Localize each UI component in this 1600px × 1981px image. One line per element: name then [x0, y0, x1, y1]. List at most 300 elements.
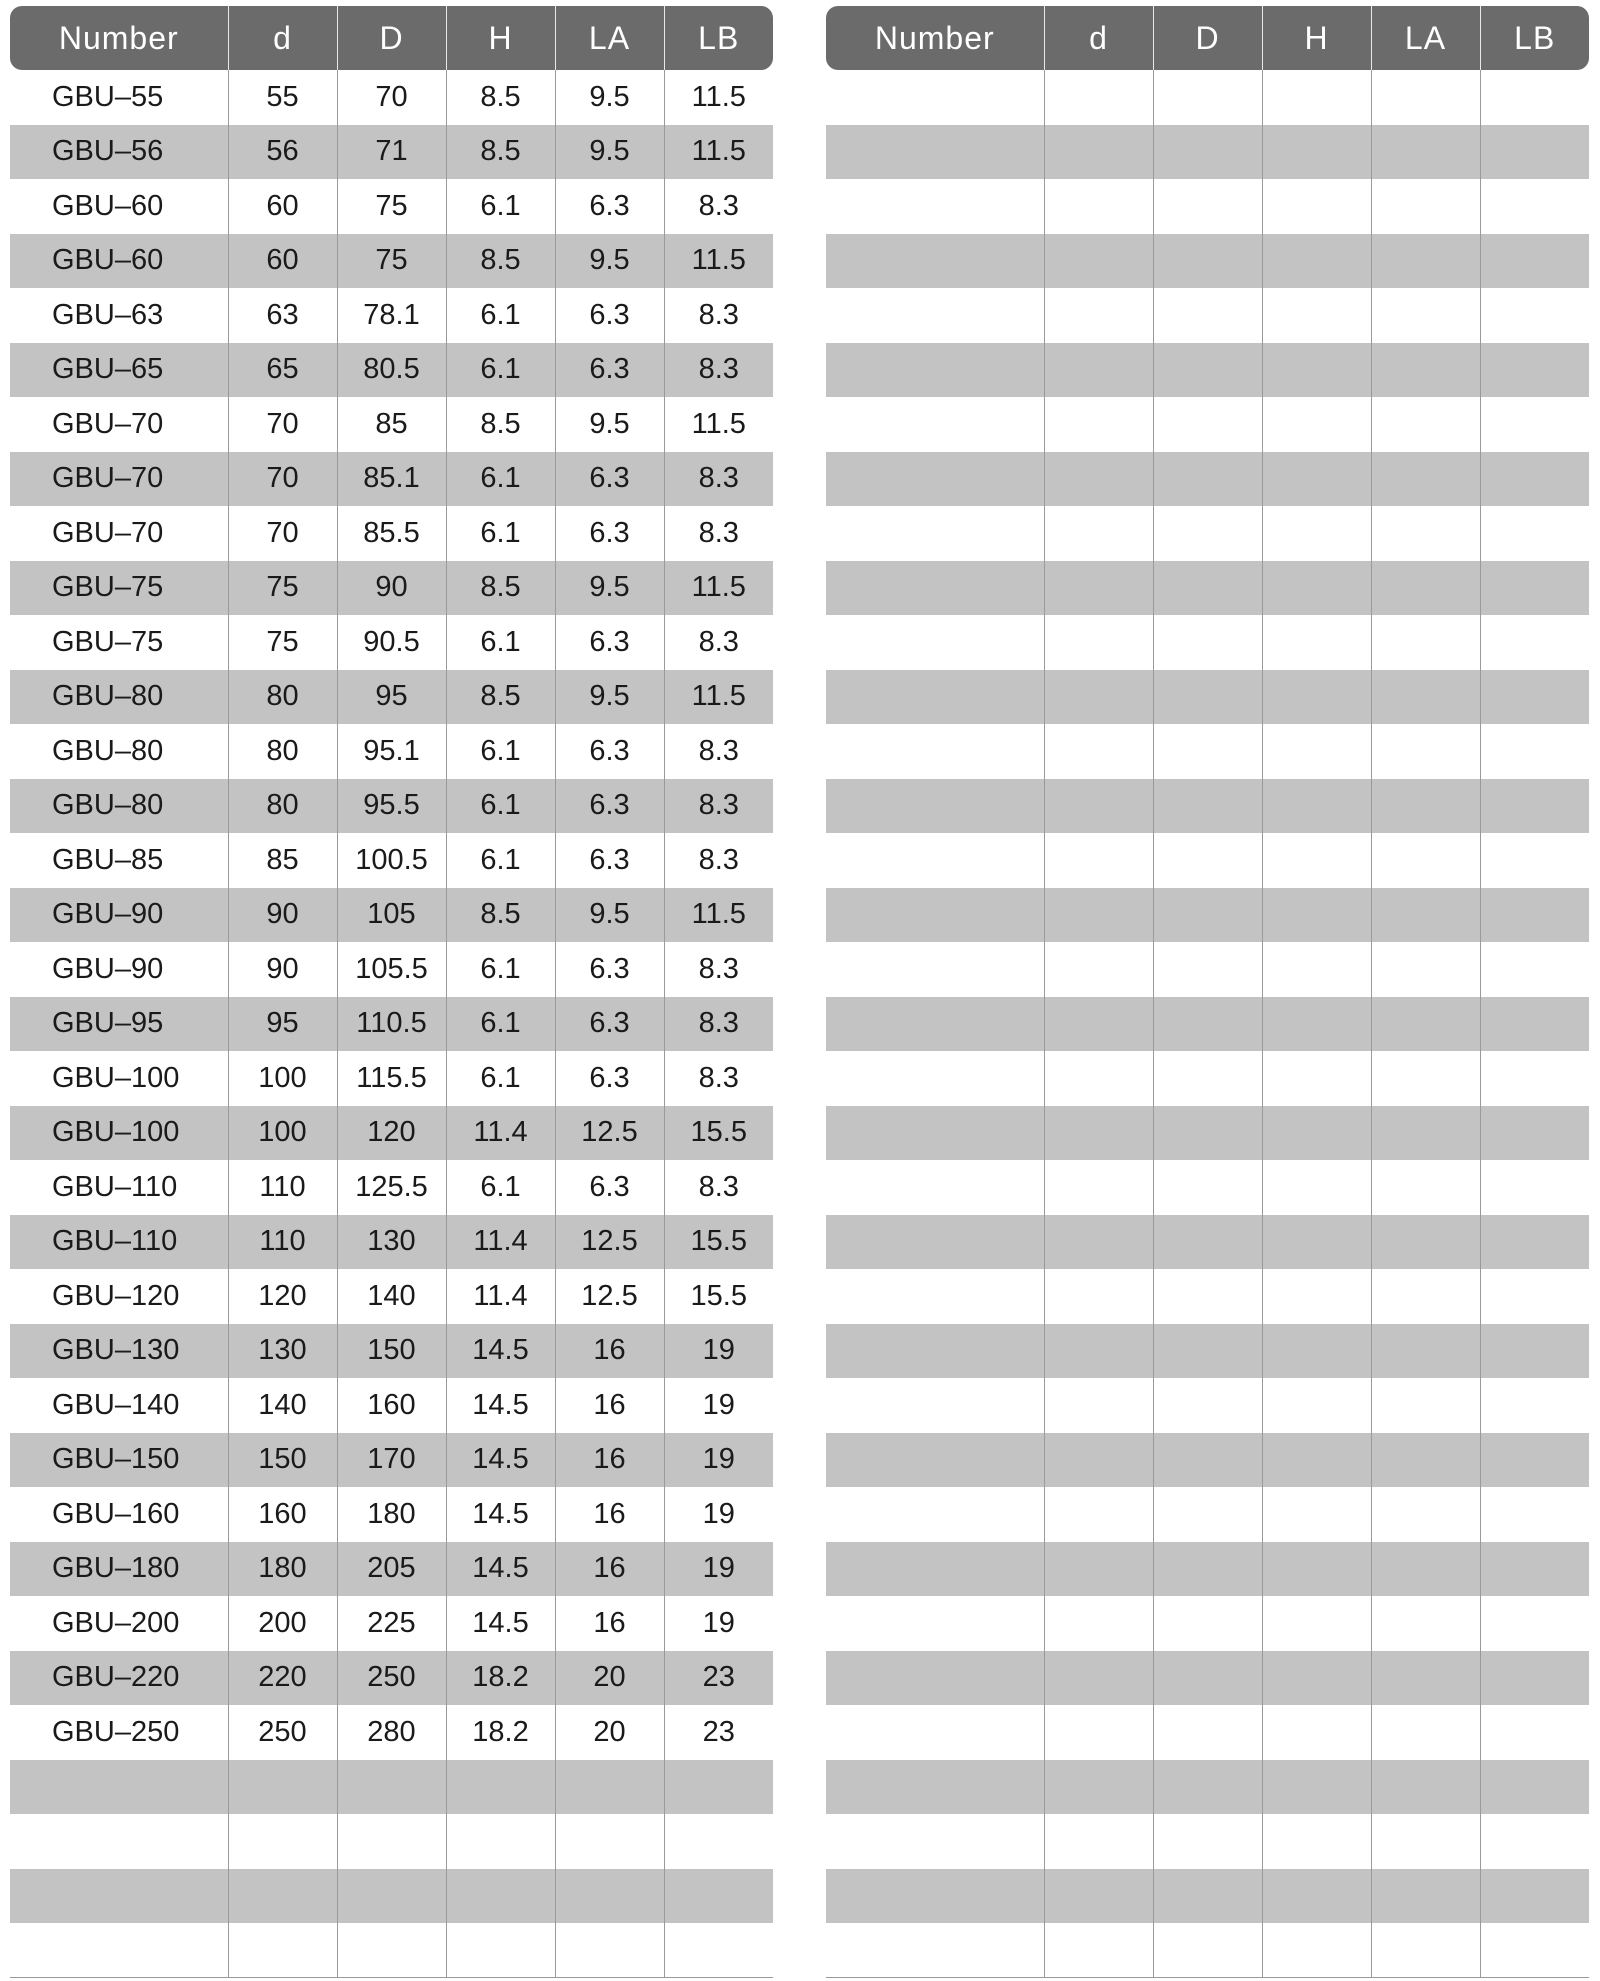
cell-LA: [1371, 615, 1480, 670]
cell-d: 110: [228, 1160, 337, 1215]
cell-number: [826, 179, 1044, 234]
cell-LA: [1371, 506, 1480, 561]
cell-d: 63: [228, 288, 337, 343]
cell-LB: 11.5: [664, 561, 773, 616]
cell-LA: [1371, 1760, 1480, 1815]
cell-H: [1262, 942, 1371, 997]
cell-LA: [1371, 452, 1480, 507]
cell-LB: [1480, 452, 1589, 507]
cell-D: [1153, 1487, 1262, 1542]
cell-d: [1044, 1651, 1153, 1706]
cell-LA: 20: [555, 1705, 664, 1760]
cell-D: 75: [337, 234, 446, 289]
cell-d: [228, 1923, 337, 1978]
table-row: [10, 888, 773, 943]
spec-table-left: [10, 6, 773, 1978]
cell-H: [1262, 1160, 1371, 1215]
empty-table-row: [826, 397, 1589, 452]
cell-d: 90: [228, 942, 337, 997]
cell-LB: 15.5: [664, 1269, 773, 1324]
table-row: [10, 179, 773, 234]
cell-H: [1262, 1215, 1371, 1270]
cell-D: 225: [337, 1596, 446, 1651]
cell-D: 95.1: [337, 724, 446, 779]
cell-D: 105: [337, 888, 446, 943]
cell-number: [826, 670, 1044, 725]
cell-number: GBU–85: [52, 843, 164, 876]
cell-H: [446, 1814, 555, 1869]
cell-H: [446, 1923, 555, 1978]
cell-LB: 19: [664, 1433, 773, 1488]
empty-table-row: [826, 997, 1589, 1052]
cell-D: [1153, 942, 1262, 997]
cell-D: [1153, 1433, 1262, 1488]
cell-number: [10, 1923, 228, 1978]
cell-H: [1262, 1433, 1371, 1488]
cell-D: 100.5: [337, 833, 446, 888]
cell-LA: [1371, 561, 1480, 616]
cell-H: [1262, 1814, 1371, 1869]
cell-H: 8.5: [446, 561, 555, 616]
cell-LA: [1371, 1051, 1480, 1106]
cell-number: GBU–60: [10, 234, 228, 289]
cell-LA: [1371, 1106, 1480, 1161]
cell-LB: 11.5: [664, 234, 773, 289]
cell-LA: 12.5: [555, 1215, 664, 1270]
cell-LB: [1480, 997, 1589, 1052]
cell-d: 70: [228, 506, 337, 561]
cell-LB: 11.5: [664, 125, 773, 180]
cell-d: [228, 1814, 337, 1869]
empty-table-row: [10, 1869, 773, 1924]
cell-H: 6.1: [446, 779, 555, 834]
cell-H: 6.1: [446, 724, 555, 779]
cell-d: [1044, 1324, 1153, 1379]
cell-number: GBU–95: [10, 997, 228, 1052]
cell-number: [826, 1215, 1044, 1270]
cell-LB: 23: [664, 1705, 773, 1760]
cell-D: [1153, 1705, 1262, 1760]
cell-D: 85.5: [337, 506, 446, 561]
cell-d: [1044, 70, 1153, 125]
cell-LA: 6.3: [555, 942, 664, 997]
empty-table-row: [826, 942, 1589, 997]
cell-H: [1262, 1760, 1371, 1815]
cell-D: [1153, 288, 1262, 343]
table-row: [10, 997, 773, 1052]
empty-table-row: [826, 615, 1589, 670]
cell-LA: [555, 1923, 664, 1978]
cell-LA: 20: [555, 1651, 664, 1706]
cell-H: 6.1: [446, 288, 555, 343]
cell-D: [1153, 1215, 1262, 1270]
table-row: [10, 1051, 773, 1106]
cell-H: [1262, 397, 1371, 452]
empty-table-row: [826, 1487, 1589, 1542]
cell-LB: [1480, 1760, 1589, 1815]
cell-H: [1262, 1869, 1371, 1924]
cell-D: [1153, 1324, 1262, 1379]
cell-d: [1044, 1160, 1153, 1215]
empty-table-row: [826, 561, 1589, 616]
cell-D: 85.1: [337, 452, 446, 507]
cell-D: [1153, 1814, 1262, 1869]
table-row: [10, 561, 773, 616]
cell-LA: [1371, 234, 1480, 289]
cell-d: [1044, 1760, 1153, 1815]
cell-LB: [1480, 1596, 1589, 1651]
empty-table-row: [826, 125, 1589, 180]
cell-H: [1262, 506, 1371, 561]
cell-LB: [1480, 833, 1589, 888]
cell-LB: [1480, 1651, 1589, 1706]
cell-LB: 11.5: [664, 888, 773, 943]
cell-LA: [1371, 288, 1480, 343]
cell-D: [1153, 1378, 1262, 1433]
cell-H: [1262, 1487, 1371, 1542]
empty-table-row: [826, 779, 1589, 834]
table-row: [10, 1487, 773, 1542]
cell-LA: [1371, 397, 1480, 452]
cell-d: [1044, 670, 1153, 725]
empty-table-row: [826, 1542, 1589, 1597]
column-header-LA: LA: [1371, 6, 1480, 70]
cell-LB: 8.3: [664, 833, 773, 888]
cell-d: [1044, 1487, 1153, 1542]
cell-d: [1044, 997, 1153, 1052]
cell-LA: 6.3: [555, 343, 664, 398]
cell-number: [10, 1760, 228, 1815]
cell-LB: 8.3: [664, 615, 773, 670]
cell-D: 250: [337, 1651, 446, 1706]
cell-H: 14.5: [446, 1487, 555, 1542]
cell-H: 11.4: [446, 1215, 555, 1270]
empty-table-row: [826, 1814, 1589, 1869]
cell-LB: [1480, 1814, 1589, 1869]
empty-table-row: [10, 1814, 773, 1869]
cell-LA: [1371, 670, 1480, 725]
cell-LA: 16: [555, 1433, 664, 1488]
table-row: [10, 234, 773, 289]
cell-H: [1262, 1542, 1371, 1597]
table-row: [10, 288, 773, 343]
cell-d: [1044, 1433, 1153, 1488]
table-row: [10, 1651, 773, 1706]
cell-LA: 16: [555, 1324, 664, 1379]
empty-table-row: [826, 1269, 1589, 1324]
cell-number: GBU–100: [10, 1106, 228, 1161]
table-row: [10, 670, 773, 725]
cell-number: [826, 888, 1044, 943]
cell-H: [1262, 779, 1371, 834]
cell-H: [1262, 1106, 1371, 1161]
cell-LA: 6.3: [555, 452, 664, 507]
cell-LB: [1480, 1705, 1589, 1760]
cell-H: 6.1: [446, 833, 555, 888]
cell-D: [1153, 1596, 1262, 1651]
cell-number: GBU–55: [52, 80, 164, 113]
cell-D: 80.5: [337, 343, 446, 398]
cell-LB: 23: [664, 1651, 773, 1706]
table-row: [10, 615, 773, 670]
cell-LB: 11.5: [664, 397, 773, 452]
cell-H: [1262, 234, 1371, 289]
cell-number: GBU–80: [10, 670, 228, 725]
cell-H: [1262, 1378, 1371, 1433]
cell-number: [826, 1487, 1044, 1542]
cell-d: [1044, 942, 1153, 997]
cell-d: [1044, 779, 1153, 834]
cell-LB: [1480, 234, 1589, 289]
cell-d: 90: [228, 888, 337, 943]
cell-LA: [555, 1869, 664, 1924]
empty-table-row: [10, 1760, 773, 1815]
cell-D: 125.5: [337, 1160, 446, 1215]
cell-LB: [1480, 1869, 1589, 1924]
cell-LB: [664, 1814, 773, 1869]
cell-H: [1262, 288, 1371, 343]
cell-LA: 12.5: [555, 1269, 664, 1324]
cell-H: 8.5: [446, 234, 555, 289]
cell-LA: [1371, 1324, 1480, 1379]
cell-D: 205: [337, 1542, 446, 1597]
cell-LB: [1480, 1923, 1589, 1978]
cell-LA: [1371, 1651, 1480, 1706]
cell-LA: 16: [555, 1487, 664, 1542]
cell-D: 105.5: [337, 942, 446, 997]
cell-number: [826, 343, 1044, 398]
cell-number: GBU–250: [52, 1715, 180, 1748]
cell-LA: 9.5: [555, 125, 664, 180]
cell-LA: [1371, 1160, 1480, 1215]
cell-LA: 16: [555, 1596, 664, 1651]
cell-d: [1044, 125, 1153, 180]
empty-table-row: [826, 70, 1589, 125]
cell-number: GBU–90: [10, 888, 228, 943]
cell-H: 14.5: [446, 1324, 555, 1379]
cell-LB: 11.5: [664, 70, 773, 125]
cell-LB: [1480, 343, 1589, 398]
cell-D: 90.5: [337, 615, 446, 670]
cell-D: [1153, 724, 1262, 779]
cell-LB: [1480, 779, 1589, 834]
table-row: [10, 1705, 773, 1760]
cell-number: [826, 1160, 1044, 1215]
cell-LA: 6.3: [555, 997, 664, 1052]
cell-number: [826, 561, 1044, 616]
cell-D: 150: [337, 1324, 446, 1379]
column-header-LB: LB: [1480, 6, 1589, 70]
cell-number: [10, 1814, 228, 1869]
cell-d: 75: [228, 561, 337, 616]
cell-number: GBU–110: [10, 1215, 228, 1270]
cell-D: 280: [337, 1705, 446, 1760]
cell-number: GBU–200: [52, 1606, 180, 1639]
cell-LB: 8.3: [664, 343, 773, 398]
cell-H: 6.1: [446, 506, 555, 561]
cell-D: [1153, 615, 1262, 670]
cell-d: 160: [228, 1487, 337, 1542]
cell-d: 56: [228, 125, 337, 180]
cell-LB: [1480, 70, 1589, 125]
cell-H: [1262, 179, 1371, 234]
cell-LB: [1480, 1433, 1589, 1488]
cell-LB: [664, 1923, 773, 1978]
cell-LB: 8.3: [664, 452, 773, 507]
cell-D: 75: [337, 179, 446, 234]
cell-number: GBU–75: [52, 625, 164, 658]
cell-number: [826, 70, 1044, 125]
cell-LA: [1371, 1269, 1480, 1324]
spec-table-right: [826, 6, 1589, 1978]
cell-D: [1153, 1923, 1262, 1978]
cell-d: [1044, 833, 1153, 888]
cell-H: [1262, 997, 1371, 1052]
cell-LB: [1480, 1269, 1589, 1324]
cell-number: [826, 779, 1044, 834]
cell-H: [1262, 1923, 1371, 1978]
cell-number: [826, 1760, 1044, 1815]
cell-D: 170: [337, 1433, 446, 1488]
cell-LA: [1371, 1814, 1480, 1869]
cell-H: [1262, 70, 1371, 125]
cell-LB: [1480, 1106, 1589, 1161]
cell-LA: 9.5: [555, 234, 664, 289]
cell-d: [1044, 561, 1153, 616]
cell-D: [1153, 561, 1262, 616]
cell-d: 250: [228, 1705, 337, 1760]
empty-table-row: [826, 1106, 1589, 1161]
cell-LB: 8.3: [664, 288, 773, 343]
cell-D: [1153, 997, 1262, 1052]
cell-H: 18.2: [446, 1705, 555, 1760]
empty-table-row: [826, 343, 1589, 398]
cell-H: 8.5: [446, 70, 555, 125]
cell-number: [826, 1596, 1044, 1651]
cell-LB: 19: [664, 1324, 773, 1379]
empty-table-row: [826, 288, 1589, 343]
cell-LA: 6.3: [555, 506, 664, 561]
cell-number: GBU–60: [52, 189, 164, 222]
cell-number: GBU–160: [52, 1497, 180, 1530]
cell-number: [826, 833, 1044, 888]
header-row: [10, 6, 773, 70]
cell-number: [826, 1869, 1044, 1924]
table-row: [10, 833, 773, 888]
cell-D: 70: [337, 70, 446, 125]
table-row: [10, 1160, 773, 1215]
cell-LA: [1371, 125, 1480, 180]
cell-H: 6.1: [446, 615, 555, 670]
cell-LA: [1371, 70, 1480, 125]
column-header-d: d: [1044, 6, 1153, 70]
cell-LA: [1371, 997, 1480, 1052]
cell-d: 110: [228, 1215, 337, 1270]
cell-H: 6.1: [446, 179, 555, 234]
cell-D: [337, 1814, 446, 1869]
cell-H: 14.5: [446, 1596, 555, 1651]
cell-LB: [1480, 942, 1589, 997]
cell-LB: [1480, 1542, 1589, 1597]
cell-d: [1044, 888, 1153, 943]
cell-LA: [555, 1814, 664, 1869]
cell-number: [826, 724, 1044, 779]
cell-number: GBU–220: [10, 1651, 228, 1706]
cell-number: [826, 452, 1044, 507]
table-row: [10, 779, 773, 834]
column-header-H: H: [446, 6, 555, 70]
cell-LA: [1371, 1596, 1480, 1651]
cell-LA: 6.3: [555, 779, 664, 834]
cell-number: GBU–75: [10, 561, 228, 616]
cell-D: 115.5: [337, 1051, 446, 1106]
cell-LB: [1480, 670, 1589, 725]
column-header-d: d: [228, 6, 337, 70]
cell-H: 8.5: [446, 888, 555, 943]
cell-LA: [1371, 1215, 1480, 1270]
cell-H: 6.1: [446, 343, 555, 398]
empty-table-row: [826, 724, 1589, 779]
cell-LA: 16: [555, 1542, 664, 1597]
cell-d: [1044, 506, 1153, 561]
cell-LB: [1480, 125, 1589, 180]
cell-LB: [1480, 1324, 1589, 1379]
cell-d: 80: [228, 779, 337, 834]
cell-H: 6.1: [446, 942, 555, 997]
cell-H: [1262, 452, 1371, 507]
cell-number: [826, 125, 1044, 180]
cell-LA: [1371, 779, 1480, 834]
empty-table-row: [826, 1324, 1589, 1379]
cell-LB: [664, 1869, 773, 1924]
cell-d: 220: [228, 1651, 337, 1706]
table-row: [10, 397, 773, 452]
cell-LA: [1371, 1923, 1480, 1978]
cell-number: [826, 1051, 1044, 1106]
cell-H: [1262, 670, 1371, 725]
cell-d: [1044, 1215, 1153, 1270]
cell-number: GBU–150: [10, 1433, 228, 1488]
cell-LA: 6.3: [555, 179, 664, 234]
empty-table-row: [826, 1160, 1589, 1215]
table-row: [10, 1269, 773, 1324]
cell-d: [1044, 1106, 1153, 1161]
empty-table-row: [826, 506, 1589, 561]
cell-LB: 8.3: [664, 724, 773, 779]
cell-number: GBU–70: [10, 452, 228, 507]
cell-D: 95.5: [337, 779, 446, 834]
cell-d: [1044, 343, 1153, 398]
empty-table-row: [826, 452, 1589, 507]
cell-LB: 19: [664, 1378, 773, 1433]
cell-d: 55: [228, 70, 337, 125]
cell-D: 140: [337, 1269, 446, 1324]
cell-D: [1153, 1051, 1262, 1106]
cell-D: 160: [337, 1378, 446, 1433]
cell-d: 80: [228, 724, 337, 779]
cell-D: [1153, 1106, 1262, 1161]
cell-H: [1262, 1051, 1371, 1106]
cell-LB: 8.3: [664, 1160, 773, 1215]
empty-table-row: [826, 1051, 1589, 1106]
column-header-D: D: [337, 6, 446, 70]
cell-LB: [1480, 1160, 1589, 1215]
cell-d: [1044, 397, 1153, 452]
cell-H: 6.1: [446, 452, 555, 507]
cell-LA: [1371, 888, 1480, 943]
cell-LB: 8.3: [664, 1051, 773, 1106]
cell-H: [1262, 833, 1371, 888]
